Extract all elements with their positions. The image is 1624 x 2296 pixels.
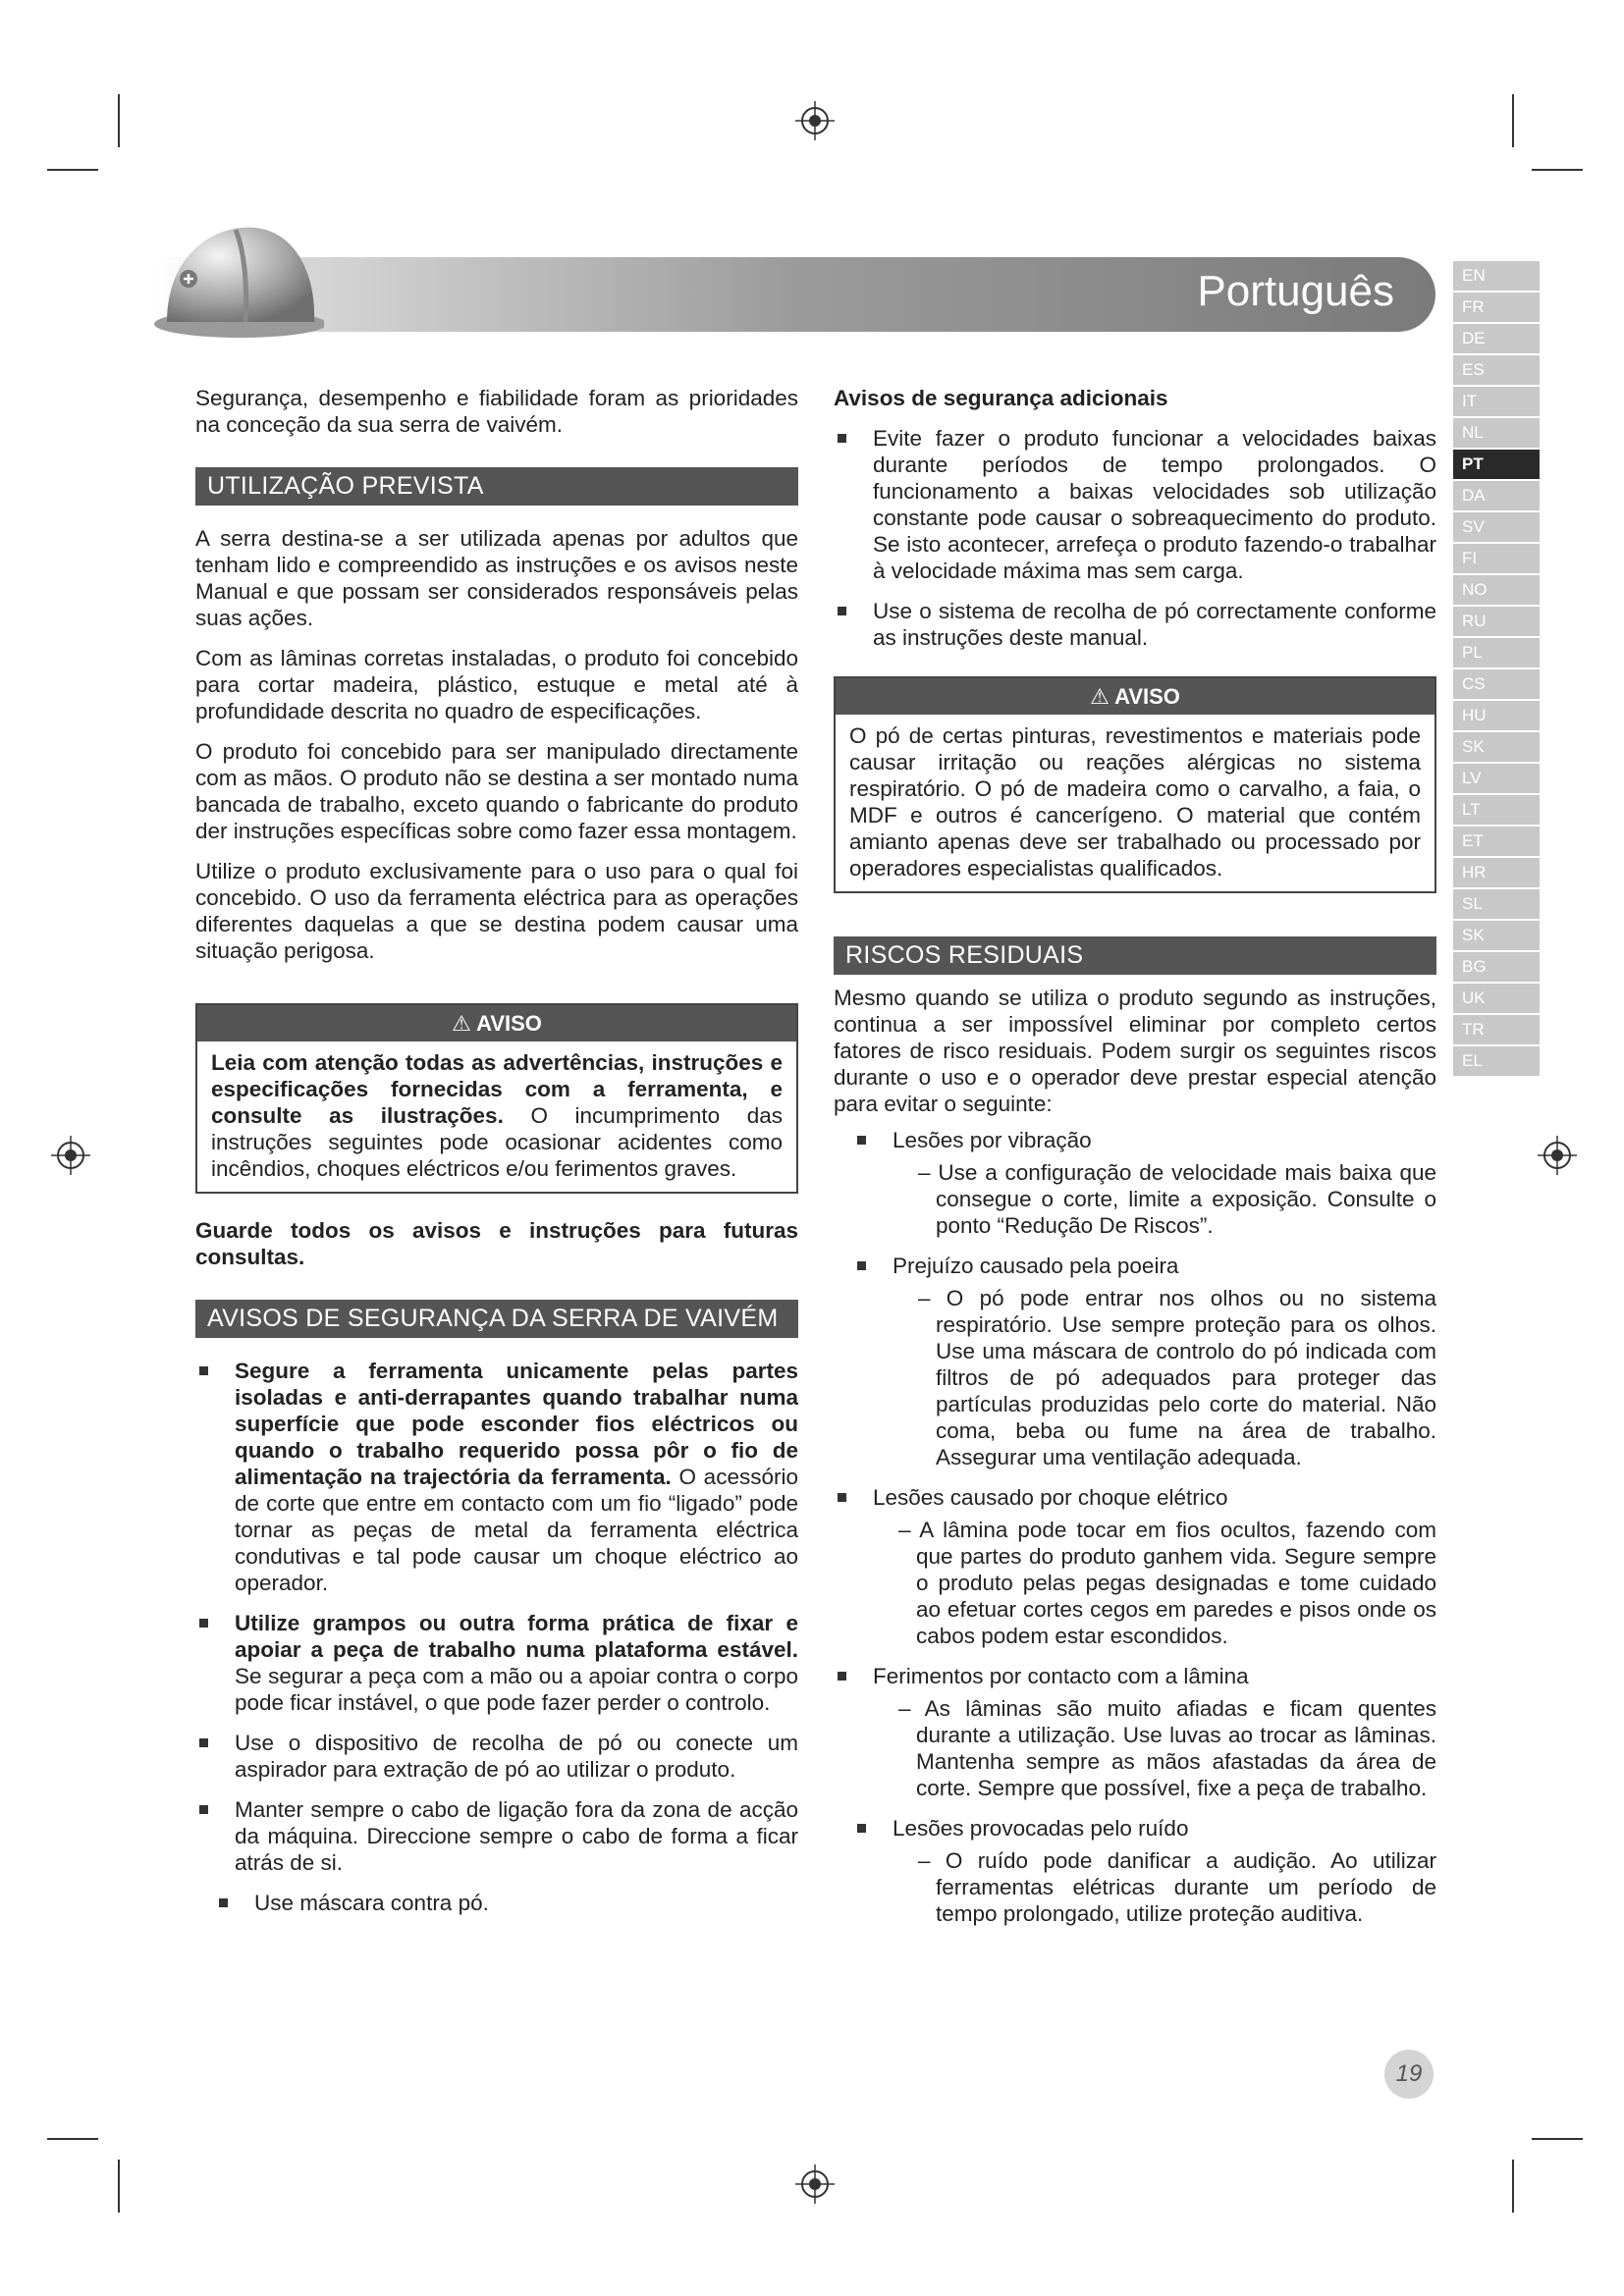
language-tab-lt: LT bbox=[1453, 795, 1540, 825]
language-tab-no: NO bbox=[1453, 575, 1540, 605]
language-tab-fi: FI bbox=[1453, 544, 1540, 573]
language-tab-ru: RU bbox=[1453, 607, 1540, 636]
language-tab-lv: LV bbox=[1453, 764, 1540, 793]
section-heading-intended-use: UTILIZAÇÃO PREVISTA bbox=[195, 467, 798, 506]
paragraph: Utilize o produto exclusivamente para o uso para o qual foi concebido. O uso da ferramenta eléctrica para as operações diferentes daquelas a que se destina podem causar uma situação perigosa. bbox=[195, 859, 798, 963]
right-column bbox=[834, 385, 1436, 1941]
language-tab-hu: HU bbox=[1453, 701, 1540, 730]
language-tab-sk: SK bbox=[1453, 921, 1540, 950]
language-tab-sk: SK bbox=[1453, 732, 1540, 762]
intro-text: Segurança, desempenho e fiabilidade foram as prioridades na conceção da sua serra de vaivém. bbox=[195, 386, 798, 437]
language-tab-sl: SL bbox=[1453, 889, 1540, 919]
crop-mark bbox=[118, 94, 120, 147]
language-tab-pt: PT bbox=[1453, 450, 1540, 479]
registration-mark-icon bbox=[795, 2164, 835, 2204]
warning-text: O pó de certas pinturas, revestimentos e materiais pode causar irritação ou reações alérgicas no sistema respiratório. O pó de madeira como o carvalho, a faia, o MDF e outros é cancerígeno. O material que contém amianto apenas deve ser trabalhado ou processado por operadores especialistas qualificados. bbox=[849, 723, 1421, 881]
crop-mark bbox=[47, 2138, 98, 2140]
list-item: Use o sistema de recolha de pó correctamente conforme as instruções deste manual. bbox=[834, 598, 1436, 651]
crop-mark bbox=[1532, 2138, 1583, 2140]
warning-bold-text: Leia com atenção todas as advertências, instruções e especificações fornecidas com a ferramenta, e consulte as ilustrações. bbox=[211, 1050, 783, 1128]
risk-item: Lesões causado por choque elétrico – A lâmina pode tocar em fios ocultos, fazendo com que partes do produto ganhem vida. Segure sempre o produto pelas pegas designadas e tome cuidado ao efetuar cortes cegos em paredes e pisos onde os cabos podem estar escondidos. bbox=[834, 1484, 1436, 1649]
language-tab-de: DE bbox=[1453, 324, 1540, 353]
warning-box bbox=[195, 1003, 798, 1194]
warning-text: O incumprimento das instruções seguintes pode ocasionar acidentes como incêndios, choques eléctricos e/ou ferimentos graves. bbox=[211, 1103, 783, 1181]
language-tab-en: EN bbox=[1453, 261, 1540, 291]
language-tab-it: IT bbox=[1453, 387, 1540, 416]
paragraph: O produto foi concebido para ser manipulado directamente com as mãos. O produto não se destina a ser montado numa bancada de trabalho, exceto quando o fabricante do produto der instruções específicas sobre como fazer essa montagem. bbox=[195, 739, 798, 843]
language-tab-bg: BG bbox=[1453, 952, 1540, 982]
crop-mark bbox=[1532, 169, 1583, 171]
residual-intro: Mesmo quando se utiliza o produto segundo as instruções, continua a ser impossível eliminar por completo certos fatores de risco residuais. Podem surgir os seguintes riscos durante o uso e o operador deve prestar especial atenção para evitar o seguinte: bbox=[834, 986, 1436, 1116]
section-heading-jigsaw-safety: AVISOS DE SEGURANÇA DA SERRA DE VAIVÉM bbox=[195, 1300, 798, 1338]
language-tab-uk: UK bbox=[1453, 984, 1540, 1013]
registration-mark-icon bbox=[1538, 1136, 1577, 1175]
registration-mark-icon bbox=[795, 101, 835, 140]
language-title: Português bbox=[1197, 267, 1394, 315]
additional-safety-list bbox=[834, 425, 1436, 651]
list-item: Use máscara contra pó. bbox=[195, 1890, 798, 1916]
section-heading-residual-risks: RISCOS RESIDUAIS bbox=[834, 936, 1436, 975]
registration-mark-icon bbox=[51, 1136, 90, 1175]
language-tab-pl: PL bbox=[1453, 638, 1540, 667]
crop-mark bbox=[1512, 94, 1514, 147]
safety-helmet-icon bbox=[147, 214, 324, 342]
language-tab-nl: NL bbox=[1453, 418, 1540, 448]
paragraph: Com as lâminas corretas instaladas, o produto foi concebido para cortar madeira, plástico, estuque e metal até à profundidade descrita no quadro de especificações. bbox=[195, 646, 798, 723]
crop-mark bbox=[47, 169, 98, 171]
language-tab-tr: TR bbox=[1453, 1015, 1540, 1044]
language-tab-da: DA bbox=[1453, 481, 1540, 510]
list-item: Manter sempre o cabo de ligação fora da zona de acção da máquina. Direccione sempre o cabo de forma a ficar atrás de si. bbox=[195, 1796, 798, 1876]
list-item: Segure a ferramenta unicamente pelas partes isoladas e anti-derrapantes quando trabalhar numa superfície que pode esconder fios eléctricos ou quando o trabalho requerido possa pôr o fio de alimentação na trajectória da ferramenta. O acessório de corte que entre em contacto com um fio “ligado” pode tornar as peças de metal da ferramenta eléctrica condutivas e tal pode causar um choque eléctrico ao operador. bbox=[195, 1358, 798, 1596]
language-tab-hr: HR bbox=[1453, 858, 1540, 887]
language-tab-es: ES bbox=[1453, 355, 1540, 385]
language-tab-el: EL bbox=[1453, 1046, 1540, 1076]
language-tab-et: ET bbox=[1453, 827, 1540, 856]
language-tab-sv: SV bbox=[1453, 512, 1540, 542]
left-column bbox=[195, 385, 798, 1930]
risk-item: Lesões provocadas pelo ruído – O ruído pode danificar a audição. Ao utilizar ferramentas elétricas durante um período de tempo prolongado, utilize proteção auditiva. bbox=[834, 1815, 1436, 1927]
list-item: Use o dispositivo de recolha de pó ou conecte um aspirador para extração de pó ao utilizar o produto. bbox=[195, 1730, 798, 1783]
language-tab-cs: CS bbox=[1453, 669, 1540, 699]
additional-safety-heading: Avisos de segurança adicionais bbox=[834, 386, 1168, 410]
risk-item: Lesões por vibração – Use a configuração de velocidade mais baixa que consegue o corte, limite a exposição. Consulte o ponto “Redução De Riscos”. bbox=[834, 1127, 1436, 1239]
language-tab-fr: FR bbox=[1453, 293, 1540, 322]
language-header-bar bbox=[157, 257, 1435, 332]
warning-title: ⚠ AVISO bbox=[197, 1005, 796, 1041]
warning-body bbox=[197, 1041, 796, 1192]
warning-title: ⚠ AVISO bbox=[836, 678, 1435, 715]
save-instructions-note: Guarde todos os avisos e instruções para futuras consultas. bbox=[195, 1218, 798, 1269]
page-number: 19 bbox=[1384, 2050, 1434, 2099]
warning-box bbox=[834, 676, 1436, 893]
risk-item: Prejuízo causado pela poeira – O pó pode entrar nos olhos ou no sistema respiratório. Use sempre proteção para os olhos. Use uma máscara de controlo do pó indicada com filtros de pó adequados para proteger das partículas produzidas pelo corte do material. Não coma, beba ou fume na área de trabalho. Assegurar uma ventilação adequada. bbox=[834, 1253, 1436, 1470]
crop-mark bbox=[1512, 2160, 1514, 2213]
language-tab-list bbox=[1453, 261, 1540, 1078]
paragraph: A serra destina-se a ser utilizada apenas por adultos que tenham lido e compreendido as instruções e os avisos neste Manual e que possam ser considerados responsáveis pelas suas ações. bbox=[195, 526, 798, 630]
risk-item: Ferimentos por contacto com a lâmina – As lâminas são muito afiadas e ficam quentes durante a utilização. Use luvas ao trocar as lâminas. Mantenha sempre as mãos afastadas da área de corte. Sempre que possível, fixe a peça de trabalho. bbox=[834, 1663, 1436, 1801]
jigsaw-safety-list bbox=[195, 1358, 798, 1916]
residual-risk-list bbox=[834, 1127, 1436, 1927]
list-item: Utilize grampos ou outra forma prática de fixar e apoiar a peça de trabalho numa plataforma estável. Se segurar a peça com a mão ou a apoiar contra o corpo pode ficar instável, o que pode fazer perder o controlo. bbox=[195, 1610, 798, 1716]
list-item: Evite fazer o produto funcionar a velocidades baixas durante períodos de tempo prolongados. O funcionamento a baixas velocidades sob utilização constante pode causar o sobreaquecimento do produto. Se isto acontecer, arrefeça o produto fazendo-o trabalhar à velocidade máxima mas sem carga. bbox=[834, 425, 1436, 584]
crop-mark bbox=[118, 2160, 120, 2213]
